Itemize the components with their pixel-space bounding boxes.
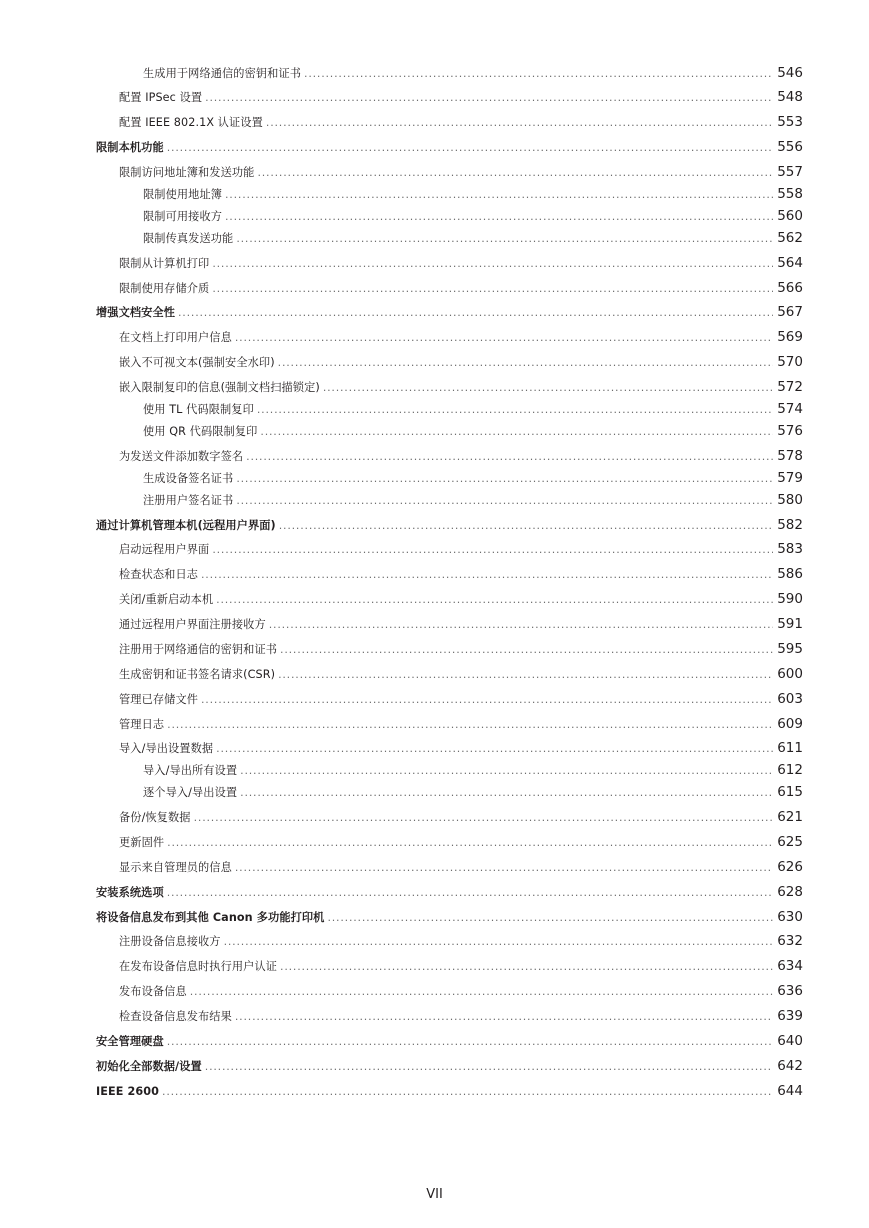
dot-leader: [205, 1060, 773, 1073]
toc-entry[interactable]: [0, 834, 803, 854]
toc-entry[interactable]: [0, 691, 803, 711]
toc-entry[interactable]: [0, 354, 803, 374]
dot-leader: [178, 306, 773, 319]
toc-entry-page-number: 546: [777, 65, 803, 81]
toc-entry[interactable]: [0, 139, 803, 159]
dot-leader: [327, 911, 773, 924]
toc-entry[interactable]: [0, 566, 803, 586]
toc-entry[interactable]: [0, 740, 803, 760]
toc-entry[interactable]: [0, 541, 803, 561]
toc-entry[interactable]: [0, 186, 803, 206]
toc-entry[interactable]: [0, 1008, 803, 1028]
toc-entry-page-number: 628: [777, 884, 803, 900]
toc-entry-title: 限制本机功能: [96, 141, 164, 154]
toc-entry-title: 嵌入不可视文本(强制安全水印): [119, 356, 275, 369]
toc-entry[interactable]: [0, 591, 803, 611]
dot-leader: [216, 593, 773, 606]
dot-leader: [246, 450, 773, 463]
toc-entry-title: 通过计算机管理本机(远程用户界面): [96, 519, 276, 532]
toc-entry[interactable]: [0, 208, 803, 228]
toc-entry[interactable]: [0, 666, 803, 686]
toc-entry-page-number: 548: [777, 89, 803, 105]
dot-leader: [167, 886, 773, 899]
toc-entry-title: 检查设备信息发布结果: [119, 1010, 232, 1023]
toc-entry-title: 嵌入限制复印的信息(强制文档扫描锁定): [119, 381, 320, 394]
toc-entry-page-number: 580: [777, 492, 803, 508]
toc-entry[interactable]: [0, 933, 803, 953]
dot-leader: [278, 356, 773, 369]
dot-leader: [224, 935, 773, 948]
toc-entry-page-number: 558: [777, 186, 803, 202]
toc-entry[interactable]: [0, 784, 803, 804]
toc-entry[interactable]: [0, 89, 803, 109]
toc-entry[interactable]: [0, 517, 803, 537]
toc-entry-title: 将设备信息发布到其他 Canon 多功能打印机: [96, 911, 325, 924]
toc-entry-title: 发布设备信息: [119, 985, 187, 998]
toc-entry-page-number: 640: [777, 1033, 803, 1049]
toc-entry-page-number: 636: [777, 983, 803, 999]
dot-leader: [162, 1085, 773, 1098]
toc-entry[interactable]: [0, 762, 803, 782]
toc-entry-page-number: 632: [777, 933, 803, 949]
toc-entry[interactable]: [0, 470, 803, 490]
toc-entry-title: 逐个导入/导出设置: [143, 786, 238, 799]
toc-entry-title: 管理已存储文件: [119, 693, 199, 706]
toc-entry-page-number: 644: [777, 1083, 803, 1099]
toc-entry-title: 限制使用地址簿: [143, 188, 223, 201]
toc-entry-title: 生成用于网络通信的密钥和证书: [143, 67, 302, 80]
toc-entry[interactable]: [0, 379, 803, 399]
toc-entry-title: 在发布设备信息时执行用户认证: [119, 960, 278, 973]
toc-entry-title: 限制从计算机打印: [119, 257, 210, 270]
dot-leader: [205, 91, 773, 104]
toc-entry-title: 初始化全部数据/设置: [96, 1060, 202, 1073]
toc-entry-title: 管理日志: [119, 718, 165, 731]
toc-entry[interactable]: [0, 1033, 803, 1053]
toc-entry[interactable]: [0, 114, 803, 134]
toc-entry-title: 导入/导出设置数据: [119, 742, 214, 755]
toc-entry-title: 注册用户签名证书: [143, 494, 234, 507]
toc-entry-page-number: 570: [777, 354, 803, 370]
toc-entry[interactable]: [0, 616, 803, 636]
toc-entry[interactable]: [0, 401, 803, 421]
toc-entry-page-number: 600: [777, 666, 803, 682]
toc-entry-page-number: 583: [777, 541, 803, 557]
toc-entry-page-number: 630: [777, 909, 803, 925]
dot-leader: [235, 331, 773, 344]
toc-entry-title: 关闭/重新启动本机: [119, 593, 214, 606]
dot-leader: [201, 568, 773, 581]
toc-entry-page-number: 579: [777, 470, 803, 486]
dot-leader: [323, 381, 773, 394]
toc-entry-page-number: 586: [777, 566, 803, 582]
toc-entry-title: 增强文档安全性: [96, 306, 176, 319]
toc-entry-title: 配置 IEEE 802.1X 认证设置: [119, 116, 263, 129]
dot-leader: [240, 786, 773, 799]
toc-entry[interactable]: [0, 423, 803, 443]
toc-entry[interactable]: [0, 304, 803, 324]
toc-entry-page-number: 591: [777, 616, 803, 632]
dot-leader: [212, 282, 773, 295]
toc-entry[interactable]: [0, 492, 803, 512]
toc-entry-page-number: 611: [777, 740, 803, 756]
toc-entry-title: 在文档上打印用户信息: [119, 331, 232, 344]
toc-entry-page-number: 595: [777, 641, 803, 657]
dot-leader: [190, 985, 773, 998]
toc-entry-title: 限制传真发送功能: [143, 232, 234, 245]
toc-entry-page-number: 562: [777, 230, 803, 246]
toc-entry-title: 启动远程用户界面: [119, 543, 210, 556]
toc-entry-page-number: 564: [777, 255, 803, 271]
toc-entry-title: IEEE 2600: [96, 1085, 160, 1098]
dot-leader: [260, 425, 773, 438]
toc-entry-title: 安全管理硬盘: [96, 1035, 164, 1048]
toc-entry-page-number: 567: [777, 304, 803, 320]
dot-leader: [167, 718, 773, 731]
dot-leader: [167, 141, 773, 154]
dot-leader: [269, 618, 773, 631]
toc-entry-title: 导入/导出所有设置: [143, 764, 238, 777]
toc-entry-title: 注册用于网络通信的密钥和证书: [119, 643, 278, 656]
toc-entry-page-number: 556: [777, 139, 803, 155]
toc-entry-title: 显示来自管理员的信息: [119, 861, 232, 874]
toc-entry-title: 使用 QR 代码限制复印: [143, 425, 258, 438]
dot-leader: [278, 668, 773, 681]
toc-entry-title: 配置 IPSec 设置: [119, 91, 203, 104]
toc-entry-page-number: 572: [777, 379, 803, 395]
toc-entry-page-number: 553: [777, 114, 803, 130]
toc-entry[interactable]: [0, 329, 803, 349]
toc-entry[interactable]: [0, 448, 803, 468]
dot-leader: [236, 232, 773, 245]
dot-leader: [212, 543, 773, 556]
toc-entry[interactable]: [0, 884, 803, 904]
toc-entry[interactable]: [0, 909, 803, 929]
toc-entry-title: 使用 TL 代码限制复印: [143, 403, 254, 416]
toc-entry-page-number: 609: [777, 716, 803, 732]
toc-entry[interactable]: [0, 958, 803, 978]
toc-entry[interactable]: [0, 809, 803, 829]
toc-entry[interactable]: [0, 1058, 803, 1078]
dot-leader: [240, 764, 773, 777]
toc-entry-title: 安装系统选项: [96, 886, 164, 899]
dot-leader: [257, 403, 773, 416]
toc-entry-page-number: 621: [777, 809, 803, 825]
toc-entry[interactable]: [0, 983, 803, 1003]
toc-entry-page-number: 625: [777, 834, 803, 850]
toc-entry-title: 通过远程用户界面注册接收方: [119, 618, 266, 631]
dot-leader: [201, 693, 773, 706]
dot-leader: [279, 519, 773, 532]
dot-leader: [167, 836, 773, 849]
toc-entry[interactable]: [0, 859, 803, 879]
dot-leader: [266, 116, 773, 129]
toc-entry-page-number: 626: [777, 859, 803, 875]
toc-entry-title: 注册设备信息接收方: [119, 935, 221, 948]
dot-leader: [225, 188, 773, 201]
toc-entry-page-number: 634: [777, 958, 803, 974]
toc-entry[interactable]: [0, 164, 803, 184]
toc-entry-page-number: 557: [777, 164, 803, 180]
toc-entry[interactable]: [0, 65, 803, 85]
toc-entry-title: 更新固件: [119, 836, 165, 849]
footer-page-number: VII: [426, 1187, 443, 1202]
toc-entry-title: 为发送文件添加数字签名: [119, 450, 244, 463]
toc-entry-page-number: 590: [777, 591, 803, 607]
dot-leader: [236, 472, 773, 485]
toc-entry-page-number: 603: [777, 691, 803, 707]
dot-leader: [257, 166, 773, 179]
toc-entry-title: 限制可用接收方: [143, 210, 223, 223]
toc-entry-page-number: 566: [777, 280, 803, 296]
dot-leader: [225, 210, 773, 223]
toc-entry-title: 限制访问地址簿和发送功能: [119, 166, 255, 179]
toc-entry-page-number: 582: [777, 517, 803, 533]
dot-leader: [304, 67, 773, 80]
toc-entry-page-number: 612: [777, 762, 803, 778]
toc-entry[interactable]: [0, 641, 803, 661]
dot-leader: [235, 1010, 773, 1023]
toc-entry-title: 限制使用存储介质: [119, 282, 210, 295]
dot-leader: [216, 742, 773, 755]
toc-entry[interactable]: [0, 255, 803, 275]
dot-leader: [212, 257, 773, 270]
toc-entry[interactable]: [0, 280, 803, 300]
dot-leader: [236, 494, 773, 507]
dot-leader: [280, 960, 773, 973]
toc-entry-page-number: 576: [777, 423, 803, 439]
toc-entry[interactable]: [0, 230, 803, 250]
toc-entry-title: 备份/恢复数据: [119, 811, 191, 824]
toc-entry-title: 生成密钥和证书签名请求(CSR): [119, 668, 276, 681]
toc-entry-title: 生成设备签名证书: [143, 472, 234, 485]
toc-entry-page-number: 560: [777, 208, 803, 224]
toc-entry-title: 检查状态和日志: [119, 568, 199, 581]
toc-entry-page-number: 642: [777, 1058, 803, 1074]
toc-entry-page-number: 578: [777, 448, 803, 464]
toc-entry[interactable]: [0, 1083, 803, 1103]
toc-entry[interactable]: [0, 716, 803, 736]
dot-leader: [167, 1035, 773, 1048]
toc-entry-page-number: 569: [777, 329, 803, 345]
dot-leader: [194, 811, 773, 824]
dot-leader: [235, 861, 773, 874]
toc-entry-page-number: 615: [777, 784, 803, 800]
toc-entry-page-number: 639: [777, 1008, 803, 1024]
dot-leader: [280, 643, 773, 656]
toc-entry-page-number: 574: [777, 401, 803, 417]
